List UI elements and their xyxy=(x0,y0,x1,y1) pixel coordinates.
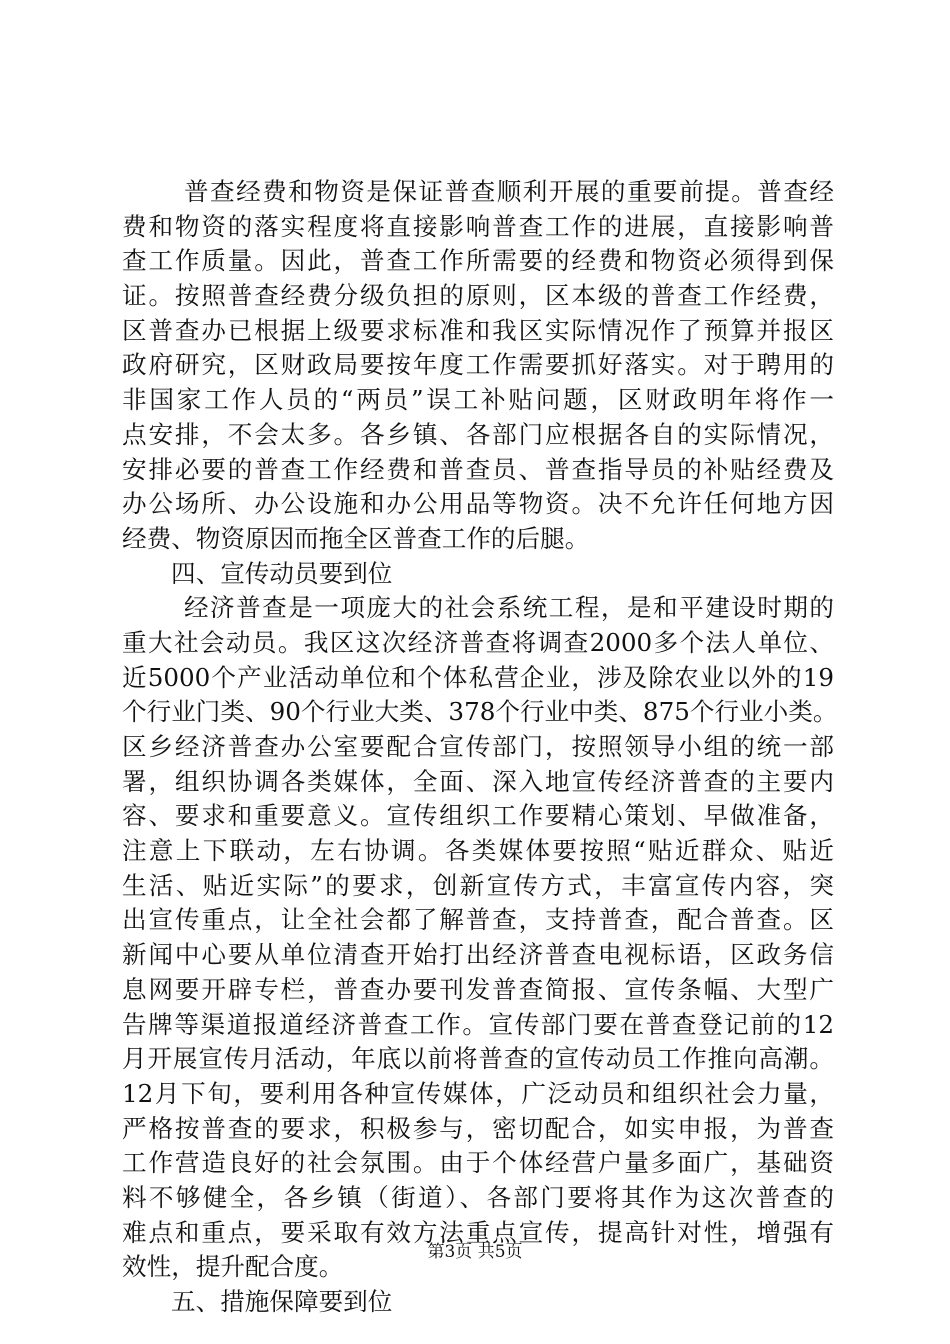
paragraph-line: 经济普查是一项庞大的社会系统工程，是和平建设时期的 xyxy=(184,593,834,623)
paragraph-line: 费和物资的落实程度将直接影响普查工作的进展，直接影响普 xyxy=(122,211,834,241)
paragraph-line: 个行业门类、90个行业大类、378个行业中类、875个行业小类。 xyxy=(122,697,838,727)
paragraph-line: 普查经费和物资是保证普查顺利开展的重要前提。普查经 xyxy=(184,177,834,206)
paragraph-line: 查工作质量。因此，普查工作所需要的经费和物资必须得到保 xyxy=(122,246,834,276)
paragraph-line: 12月下旬，要利用各种宣传媒体，广泛动员和组织社会力量， xyxy=(122,1078,834,1108)
heading-text: 五、措施保障要到位 xyxy=(171,1287,393,1316)
paragraph-line: 经费、物资原因而拖全区普查工作的后腿。 xyxy=(122,523,590,553)
paragraph-line: 区普查办已根据上级要求标准和我区实际情况作了预算并报区 xyxy=(122,315,834,345)
paragraph-line: 区乡经济普查办公室要配合宣传部门，按照领导小组的统一部 xyxy=(122,732,834,761)
paragraph-line: 新闻中心要从单位清查开始打出经济普查电视标语，区政务信 xyxy=(122,940,834,970)
paragraph-line: 月开展宣传月活动，年底以前将普查的宣传动员工作推向高潮。 xyxy=(122,1044,834,1074)
section-heading xyxy=(122,1285,834,1320)
body-paragraph xyxy=(122,591,838,1285)
paragraph-line: 署，组织协调各类媒体，全面、深入地宣传经济普查的主要内 xyxy=(122,766,834,796)
paragraph-line: 出宣传重点，让全社会都了解普查，支持普查，配合普查。区 xyxy=(122,905,834,935)
heading-text: 四、宣传动员要到位 xyxy=(171,558,393,588)
paragraph-line: 息网要开辟专栏，普查办要刊发普查简报、宣传条幅、大型广 xyxy=(122,974,834,1004)
paragraph-line: 办公场所、办公设施和办公用品等物资。决不允许任何地方因 xyxy=(122,489,834,519)
page-footer: 第3页 共5页 xyxy=(427,1242,523,1262)
paragraph-line: 效性，提升配合度。 xyxy=(122,1252,344,1282)
paragraph-line: 证。按照普查经费分级负担的原则，区本级的普查工作经费， xyxy=(122,281,834,311)
paragraph-line: 注意上下联动，左右协调。各类媒体要按照“贴近群众、贴近 xyxy=(122,836,834,866)
paragraph-line: 工作营造良好的社会氛围。由于个体经营户量多面广，基础资 xyxy=(122,1148,834,1178)
body-paragraph xyxy=(122,175,834,557)
paragraph-line: 难点和重点，要采取有效方法重点宣传，提高针对性，增强有 xyxy=(122,1217,834,1247)
paragraph-line: 重大社会动员。我区这次经济普查将调查2000多个法人单位、 xyxy=(122,627,834,657)
paragraph-line: 告牌等渠道报道经济普查工作。宣传部门要在普查登记前的12 xyxy=(122,1009,834,1039)
paragraph-line: 近5000个产业活动单位和个体私营企业，涉及除农业以外的19 xyxy=(122,662,834,692)
document-body xyxy=(122,175,838,1320)
paragraph-line: 点安排，不会太多。各乡镇、各部门应根据各自的实际情况， xyxy=(122,419,834,449)
paragraph-line: 严格按普查的要求，积极参与，密切配合，如实申报，为普查 xyxy=(122,1113,834,1143)
paragraph-line: 料不够健全，各乡镇（街道）、各部门要将其作为这次普查的 xyxy=(122,1182,834,1212)
paragraph-line: 生活、贴近实际”的要求，创新宣传方式，丰富宣传内容，突 xyxy=(122,870,834,900)
paragraph-line: 容、要求和重要意义。宣传组织工作要精心策划、早做准备， xyxy=(122,801,834,831)
section-heading xyxy=(122,557,834,592)
paragraph-line: 政府研究，区财政局要按年度工作需要抓好落实。对于聘用的 xyxy=(122,350,834,380)
paragraph-line: 非国家工作人员的“两员”误工补贴问题，区财政明年将作一 xyxy=(122,385,834,415)
paragraph-line: 安排必要的普查工作经费和普查员、普查指导员的补贴经费及 xyxy=(122,454,834,484)
